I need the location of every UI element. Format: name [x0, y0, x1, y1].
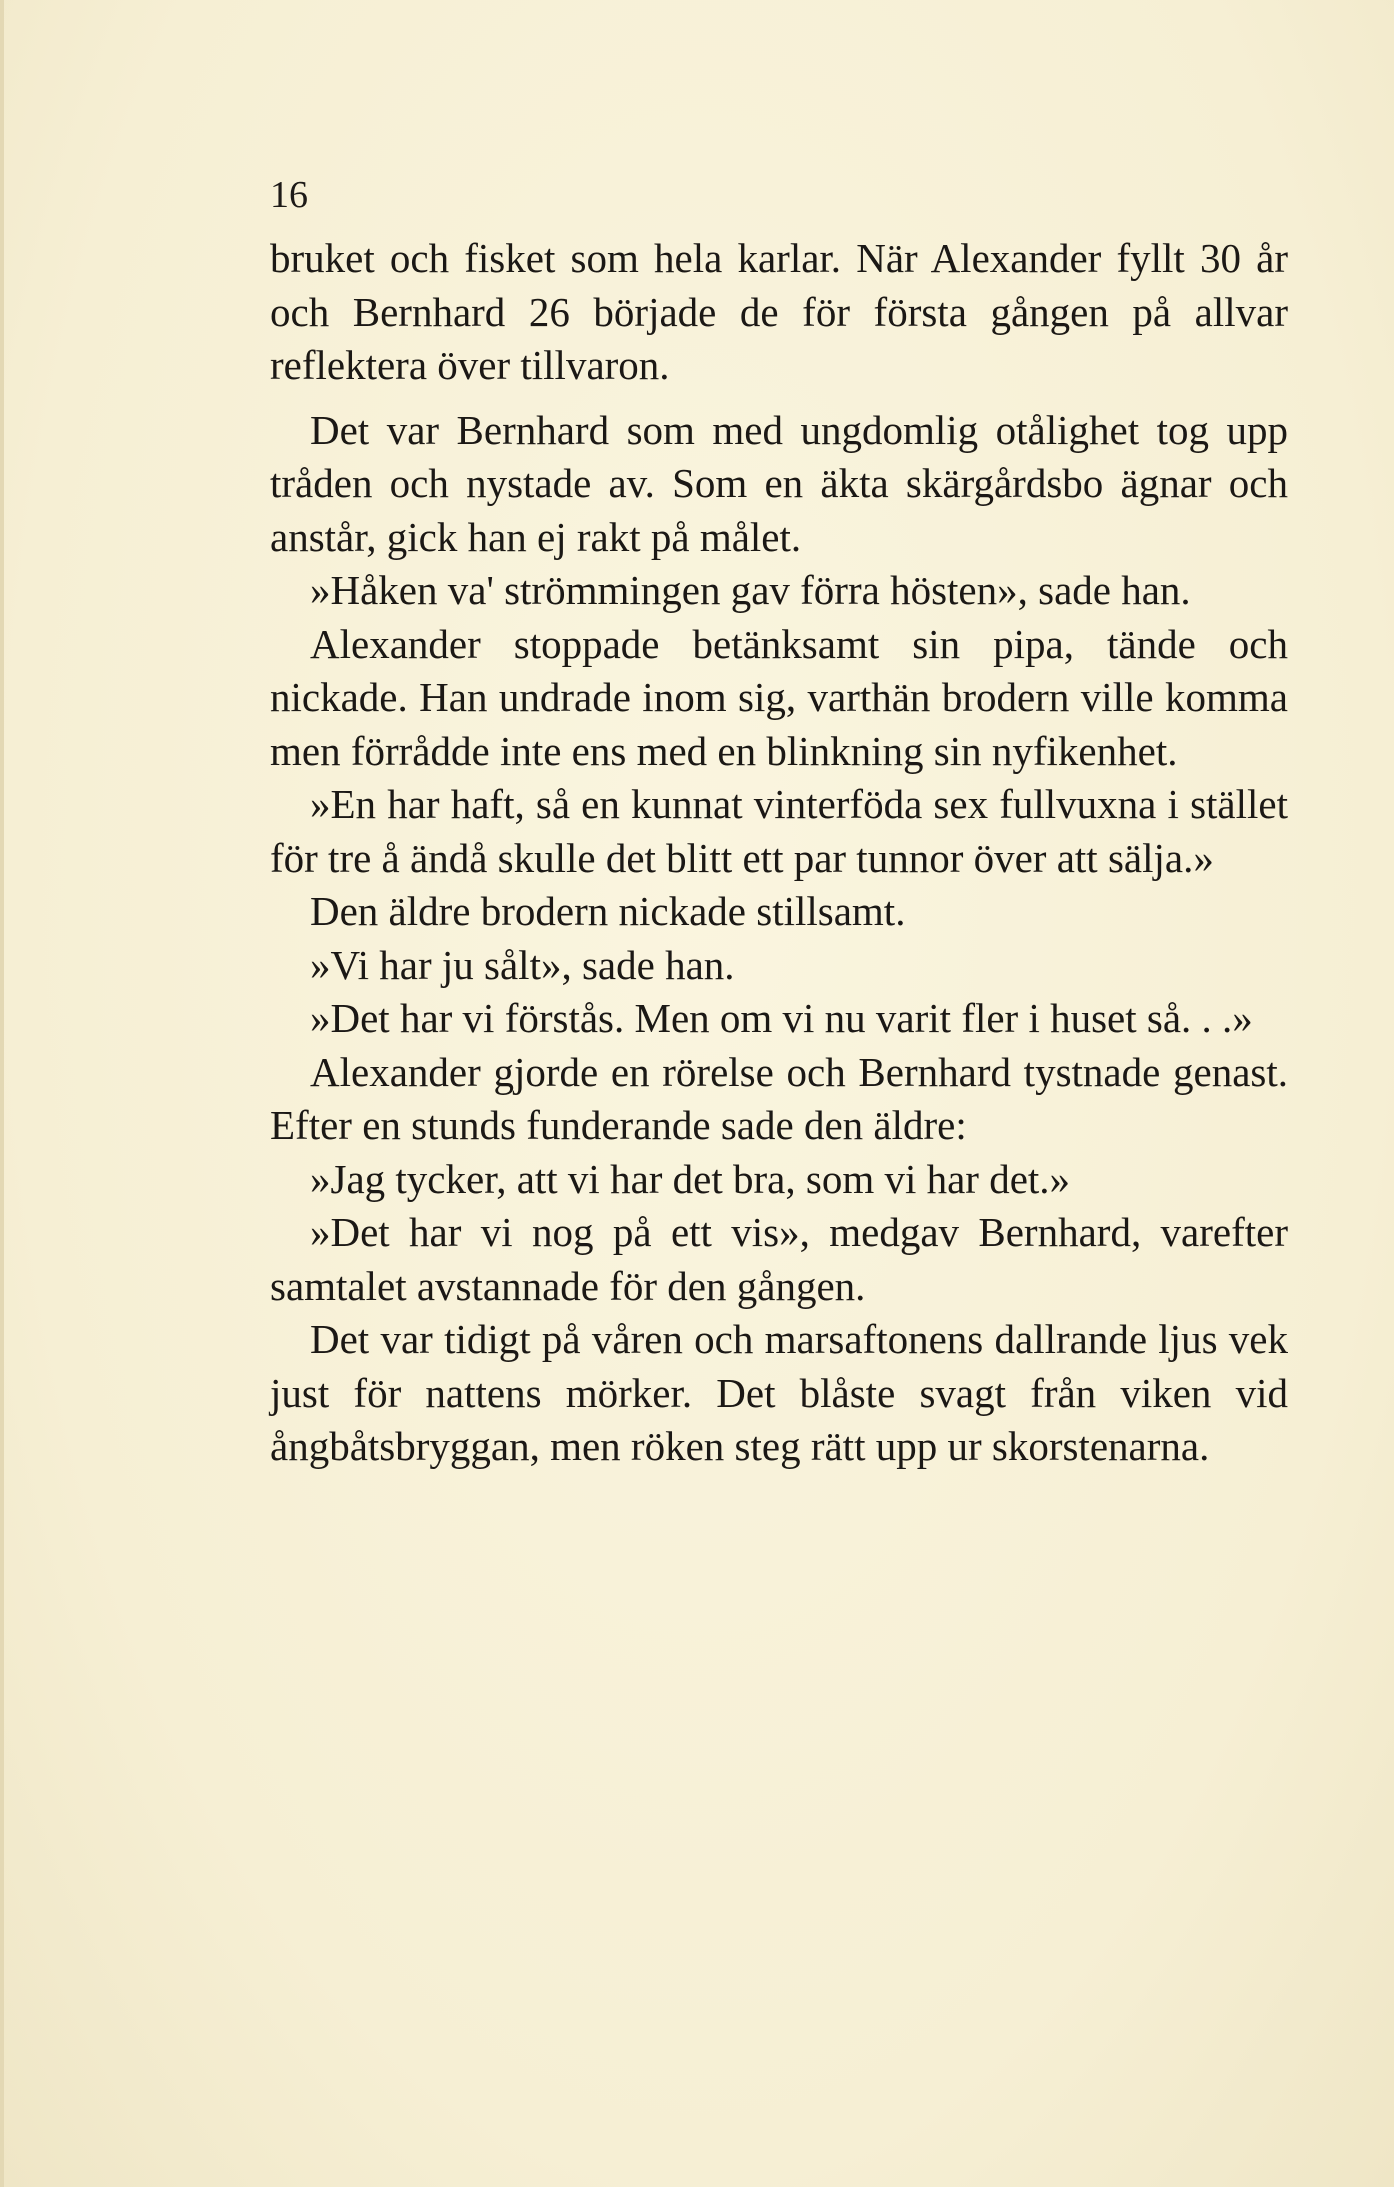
paragraph: Det var tidigt på våren och marsaftonens dallrande ljus vek just för nattens mörker. Det blåste svagt från viken vid ångbåtsbryggan, men röken steg rätt upp ur skorstenarna. — [270, 1316, 1288, 1469]
paragraph: »Jag tycker, att vi har det bra, som vi har det.» — [310, 1155, 1071, 1202]
paragraph: »Det har vi förstås. Men om vi nu varit fler i huset så. . .» — [310, 995, 1253, 1041]
paragraph: Alexander gjorde en rörelse och Bernhard tystnade genast. Efter en stunds funderande sade den äldre: — [270, 1048, 1288, 1148]
paragraph: »Det har vi nog på ett vis», medgav Bernhard, varefter samtalet avstannade för den gången. — [270, 1209, 1288, 1309]
paragraph: »Håken va' strömmingen gav förra hösten», sade han. — [310, 567, 1191, 613]
paragraph: Den äldre brodern nickade stillsamt. — [310, 888, 906, 934]
paragraph: »En har haft, så en kunnat vinterföda sex fullvuxna i stället för tre å ändå skulle det blitt ett par tunnor över att sälja.» — [270, 781, 1288, 881]
page-number: 16 — [270, 174, 308, 216]
paragraph: »Vi har ju sålt», sade han. — [310, 941, 735, 988]
body-text — [270, 232, 1288, 1474]
paragraph: bruket och fisket som hela karlar. När Alexander fyllt 30 år och Bernhard 26 började de för första gången på allvar reflektera över tillvaron. — [270, 235, 1288, 388]
paragraph: Det var Bernhard som med ungdomlig otålighet tog upp tråden och nystade av. Som en äkta skärgårdsbo ägnar och anstår, gick han ej rakt på målet. — [270, 406, 1288, 560]
paragraph: Alexander stoppade betänksamt sin pipa, tände och nickade. Han undrade inom sig, varthän brodern ville komma men förrådde inte ens med en blinkning sin nyfikenhet. — [270, 620, 1288, 774]
